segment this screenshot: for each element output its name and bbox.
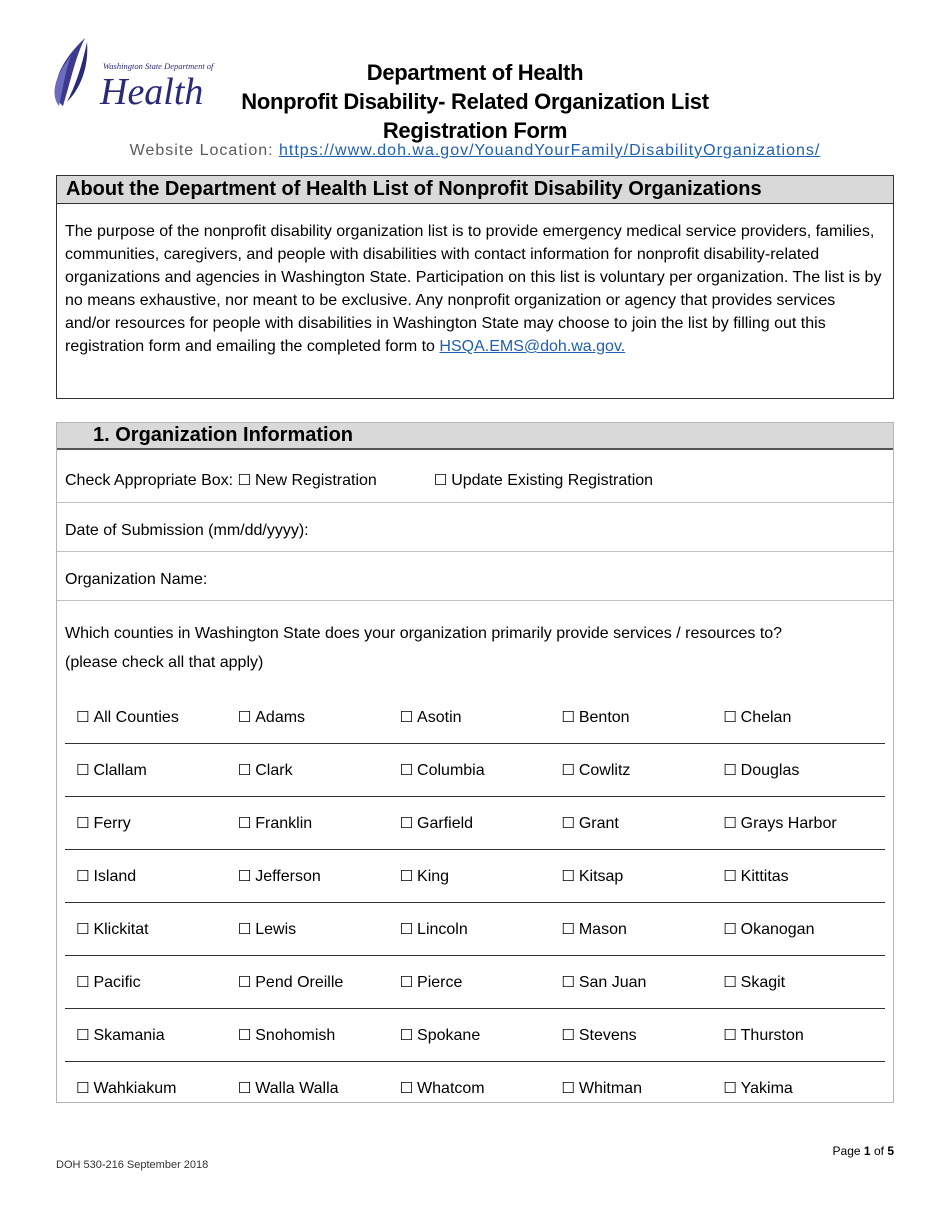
checkbox[interactable]: ☐ [561,972,575,991]
county-option[interactable] [76,920,238,939]
county-label: Adams [255,708,306,726]
county-option[interactable] [238,1079,400,1098]
county-option[interactable] [723,973,885,992]
county-label: Cowlitz [578,761,631,779]
date-of-submission-field[interactable] [57,503,893,552]
county-row [65,1009,885,1062]
organization-name-field[interactable] [57,552,893,601]
county-label: Lincoln [417,920,468,938]
county-option[interactable] [76,973,238,992]
checkbox[interactable]: ☐ [723,707,737,726]
county-option[interactable] [723,1026,885,1045]
checkbox[interactable]: ☐ [237,972,252,991]
county-label: King [417,867,450,885]
county-option[interactable] [238,920,400,939]
county-option[interactable] [238,973,400,992]
county-label: Pierce [417,973,463,991]
county-label: Stevens [578,1026,637,1044]
page-total: 5 [887,1144,894,1158]
county-label: Okanogan [740,920,815,938]
checkbox[interactable]: ☐ [723,813,737,832]
checkbox[interactable]: ☐ [433,471,448,489]
date-label: Date of Submission (mm/dd/yyyy): [65,522,309,539]
checkbox[interactable]: ☐ [76,972,90,991]
county-label: Island [93,867,137,885]
county-option[interactable] [76,761,238,780]
county-label: Klickitat [93,920,149,938]
county-label: Douglas [740,761,800,779]
county-label: Skagit [740,973,786,991]
county-option[interactable] [400,920,562,939]
county-label: Jefferson [255,867,321,885]
checkbox[interactable]: ☐ [237,1025,252,1044]
title-line-1: Department of Health [366,60,584,85]
county-label: Whatcom [417,1080,485,1097]
county-option[interactable] [76,1026,238,1045]
checkbox[interactable]: ☐ [399,866,414,885]
county-option[interactable] [238,867,400,886]
county-label: Wahkiakum [93,1080,177,1097]
counties-grid [65,691,885,1115]
checkbox[interactable]: ☐ [399,1025,414,1044]
organization-section [56,422,894,1103]
county-option[interactable] [238,761,400,780]
county-label: Garfield [417,814,474,832]
checkbox[interactable]: ☐ [237,866,252,885]
checkbox[interactable]: ☐ [76,813,90,832]
checkbox[interactable]: ☐ [76,707,90,726]
checkbox[interactable]: ☐ [723,972,737,991]
title-line-2: Nonprofit Disability- Related Organization List [241,89,709,114]
website-link[interactable]: https://www.doh.wa.gov/YouandYourFamily/DisabilityOrganizations/ [279,142,821,159]
page-word: Page [832,1144,861,1158]
counties-question-block [57,601,893,677]
website-label: Website Location: [129,142,274,159]
about-paragraph: The purpose of the nonprofit disability organization list is to provide emergency medical service providers, families, communities, caregivers, and people with disabilities with contact information for nonprofit disability-related organizations and agencies in Washington State. Participation on this list is voluntary per organization. The list is by no means exhaustive, nor meant to be exclusive. Any nonprofit organization or agency that provides services and/or resources for people with disabilities in Washington State may choose to join the list by filling out this registration form and emailing the completed form to [65,223,882,355]
county-option[interactable] [400,814,562,833]
county-option[interactable] [723,761,885,780]
organization-heading: 1. Organization Information [57,423,893,450]
checkbox[interactable]: ☐ [561,707,575,726]
checkbox[interactable]: ☐ [723,866,737,885]
county-row [65,1062,885,1115]
counties-hint: (please check all that apply) [65,654,264,671]
county-row [65,691,885,744]
checkbox[interactable]: ☐ [76,1079,90,1097]
page-current: 1 [863,1144,871,1158]
county-label: Franklin [255,814,313,832]
county-option[interactable] [400,867,562,886]
county-label: Asotin [417,708,462,726]
checkbox[interactable]: ☐ [237,813,252,832]
county-label: Grant [578,814,619,832]
about-body [57,204,893,358]
county-label: Snohomish [255,1026,336,1044]
county-option[interactable] [561,920,723,939]
checkbox[interactable]: ☐ [399,707,414,726]
checkbox[interactable]: ☐ [399,919,414,938]
county-option[interactable] [723,920,885,939]
checkbox[interactable]: ☐ [237,919,252,938]
county-label: Whitman [578,1080,642,1097]
checkbox[interactable]: ☐ [237,1079,252,1097]
county-option[interactable] [76,1079,238,1098]
checkbox[interactable]: ☐ [561,1079,575,1097]
checkbox[interactable]: ☐ [723,760,737,779]
county-option[interactable] [400,973,562,992]
new-registration-option[interactable] [238,472,377,489]
county-option[interactable] [723,867,885,886]
checkbox[interactable]: ☐ [399,760,414,779]
county-option[interactable] [723,814,885,833]
county-row [65,850,885,903]
county-option[interactable] [561,973,723,992]
county-row [65,744,885,797]
checkbox[interactable]: ☐ [561,760,575,779]
county-option[interactable] [400,1026,562,1045]
county-row [65,956,885,1009]
checkbox[interactable]: ☐ [399,1079,414,1097]
county-label: Clark [255,761,293,779]
county-option[interactable] [400,761,562,780]
county-label: Clallam [93,761,147,779]
county-option[interactable] [76,708,238,727]
logo-big-text: Health [100,71,204,110]
county-label: Thurston [740,1026,804,1044]
checkbox[interactable]: ☐ [399,813,414,832]
county-option[interactable] [561,708,723,727]
feather-icon [55,38,88,106]
checkbox[interactable]: ☐ [561,813,575,832]
county-label: Mason [578,920,627,938]
checkbox[interactable]: ☐ [561,866,575,885]
county-label: Skamania [93,1026,165,1044]
about-heading: About the Department of Health List of Nonprofit Disability Organizations [57,176,893,204]
county-label: Kittitas [740,867,789,885]
county-label: Chelan [740,708,792,726]
checkbox[interactable]: ☐ [76,866,90,885]
county-label: Pacific [93,973,141,991]
title-line-3: Registration Form [382,118,568,143]
county-option[interactable] [400,1079,562,1098]
website-location [0,142,950,160]
checkbox[interactable]: ☐ [237,707,252,726]
page-number [700,1144,894,1158]
org-name-label: Organization Name: [65,571,208,588]
county-option[interactable] [238,1026,400,1045]
checkbox[interactable]: ☐ [237,760,252,779]
county-option[interactable] [76,867,238,886]
county-row [65,797,885,850]
county-option[interactable] [723,1079,885,1098]
checkbox[interactable]: ☐ [561,919,575,938]
county-option[interactable] [561,1026,723,1045]
checkbox[interactable]: ☐ [399,972,414,991]
checkbox[interactable]: ☐ [76,760,90,779]
county-option[interactable] [400,708,562,727]
registration-type-row [57,450,893,503]
check-label: Check Appropriate Box: [65,472,234,489]
county-label: San Juan [578,973,647,991]
county-label: Benton [578,708,630,726]
county-label: Grays Harbor [740,814,837,832]
update-registration-label: Update Existing Registration [451,472,654,489]
checkbox[interactable]: ☐ [723,1079,737,1097]
county-option[interactable] [76,814,238,833]
county-label: All Counties [93,708,179,726]
county-option[interactable] [723,708,885,727]
checkbox[interactable]: ☐ [76,1025,90,1044]
document-title [150,58,800,145]
county-label: Walla Walla [255,1080,339,1097]
county-label: Lewis [255,920,297,938]
page-of: of [873,1144,884,1158]
county-label: Kitsap [578,867,624,885]
counties-question: Which counties in Washington State does your organization primarily provide services / resources to? [65,625,783,642]
about-section [56,175,894,399]
county-option[interactable] [238,814,400,833]
county-option[interactable] [561,814,723,833]
county-option[interactable] [561,867,723,886]
county-label: Yakima [740,1080,793,1097]
email-link[interactable]: HSQA.EMS@doh.wa.gov. [439,338,626,355]
checkbox[interactable]: ☐ [723,1025,737,1044]
document-id: DOH 530-216 September 2018 [56,1159,209,1171]
county-label: Pend Oreille [255,973,344,991]
county-option[interactable] [561,1079,723,1098]
checkbox[interactable]: ☐ [76,919,90,938]
county-row [65,903,885,956]
update-registration-option[interactable] [434,472,653,489]
county-label: Spokane [417,1026,481,1044]
checkbox[interactable]: ☐ [723,919,737,938]
county-option[interactable] [561,761,723,780]
logo-small-text: Washington State Department of [103,61,214,71]
checkbox[interactable]: ☐ [237,471,251,489]
checkbox[interactable]: ☐ [561,1025,575,1044]
county-option[interactable] [238,708,400,727]
county-label: Columbia [417,761,485,779]
county-label: Ferry [93,814,131,832]
new-registration-label: New Registration [255,472,377,489]
